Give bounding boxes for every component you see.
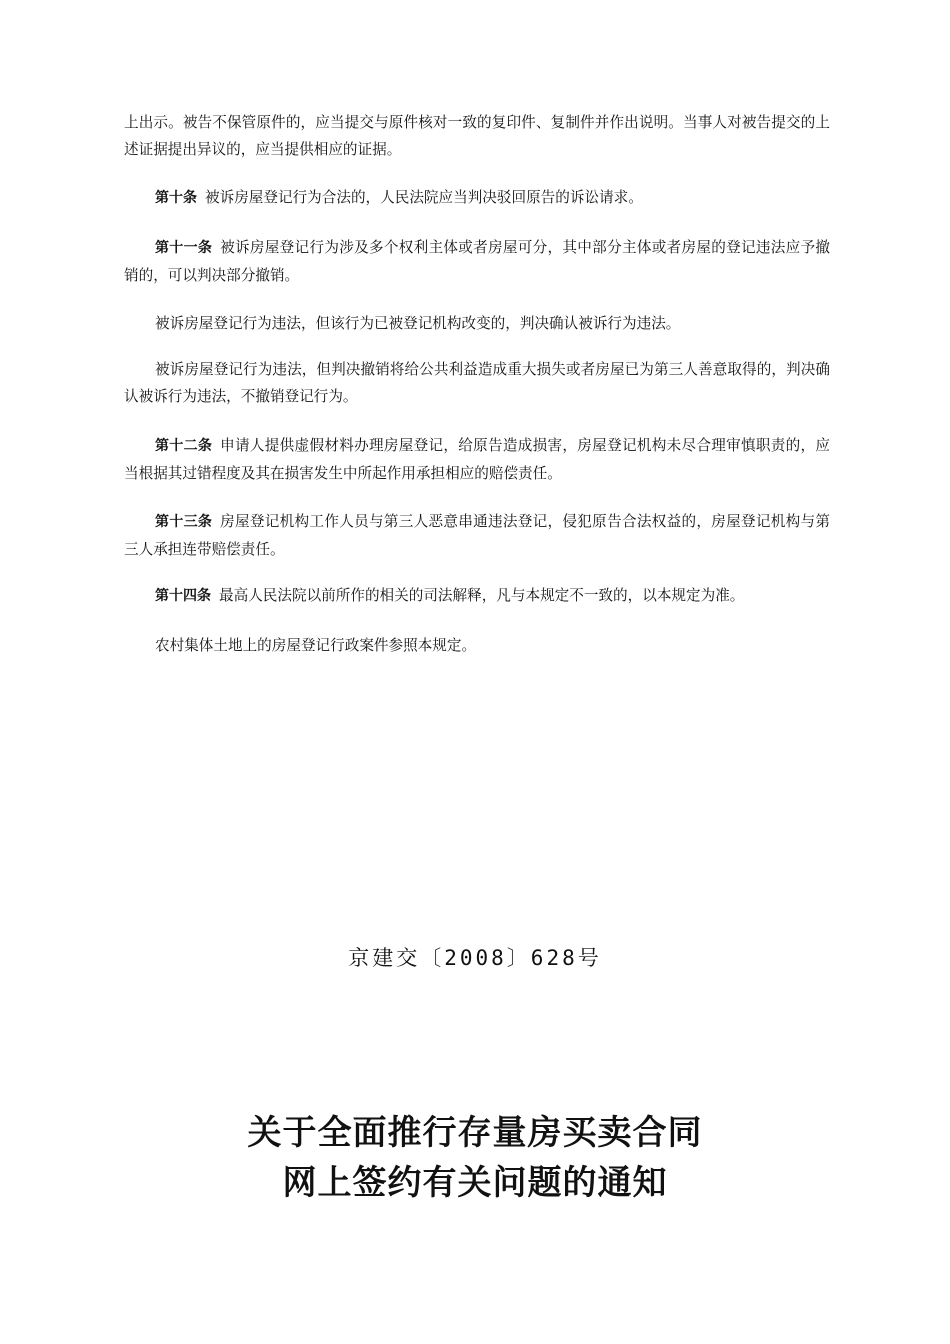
article-11 — [124, 234, 830, 289]
article-text: 被诉房屋登记行为涉及多个权利主体或者房屋可分，其中部分主体或者房屋的登记违法应予撤销的，可以判决部分撤销。 — [124, 239, 830, 284]
article-10 — [124, 184, 830, 212]
article-text: 被诉房屋登记行为合法的，人民法院应当判决驳回原告的诉讼请求。 — [205, 189, 643, 206]
paragraph-text: 上出示。被告不保管原件的，应当提交与原件核对一致的复印件、复制件并作出说明。当事人对被告提交的上述证据提出异议的，应当提供相应的证据。 — [124, 114, 830, 158]
article-11-clause-2 — [124, 310, 830, 337]
title-line-1: 关于全面推行存量房买卖合同 — [247, 1113, 703, 1153]
document-number: 京建交〔2008〕628号 — [348, 946, 602, 970]
article-text: 房屋登记机构工作人员与第三人恶意串通违法登记，侵犯原告合法权益的，房屋登记机构与第三人承担连带赔偿责任。 — [124, 513, 830, 558]
article-number: 第十条 — [155, 190, 197, 206]
article-text: 申请人提供虚假材料办理房屋登记，给原告造成损害，房屋登记机构未尽合理审慎职责的，应当根据其过错程度及其在损害发生中所起作用承担相应的赔偿责任。 — [124, 437, 830, 482]
paragraph-text: 农村集体土地上的房屋登记行政案件参照本规定。 — [155, 637, 477, 654]
article-13 — [124, 508, 830, 563]
paragraph-text: 被诉房屋登记行为违法，但判决撤销将给公共利益造成重大损失或者房屋已为第三人善意取得的，判决确认被诉行为违法，不撤销登记行为。 — [124, 361, 830, 405]
article-number: 第十四条 — [155, 588, 211, 604]
article-number: 第十一条 — [155, 240, 213, 256]
article-12 — [124, 432, 830, 487]
article-11-clause-3 — [124, 356, 830, 410]
article-number: 第十三条 — [155, 514, 213, 530]
article-14 — [124, 582, 830, 610]
article-number: 第十二条 — [155, 438, 213, 454]
article-text: 最高人民法院以前所作的相关的司法解释，凡与本规定不一致的，以本规定为准。 — [219, 587, 745, 604]
document-title — [0, 1108, 950, 1208]
paragraph-text: 被诉房屋登记行为违法，但该行为已被登记机构改变的，判决确认被诉行为违法。 — [155, 315, 681, 332]
title-line-2: 网上签约有关问题的通知 — [282, 1163, 668, 1203]
paragraph-1 — [124, 109, 830, 163]
article-14-clause-2 — [124, 632, 830, 659]
